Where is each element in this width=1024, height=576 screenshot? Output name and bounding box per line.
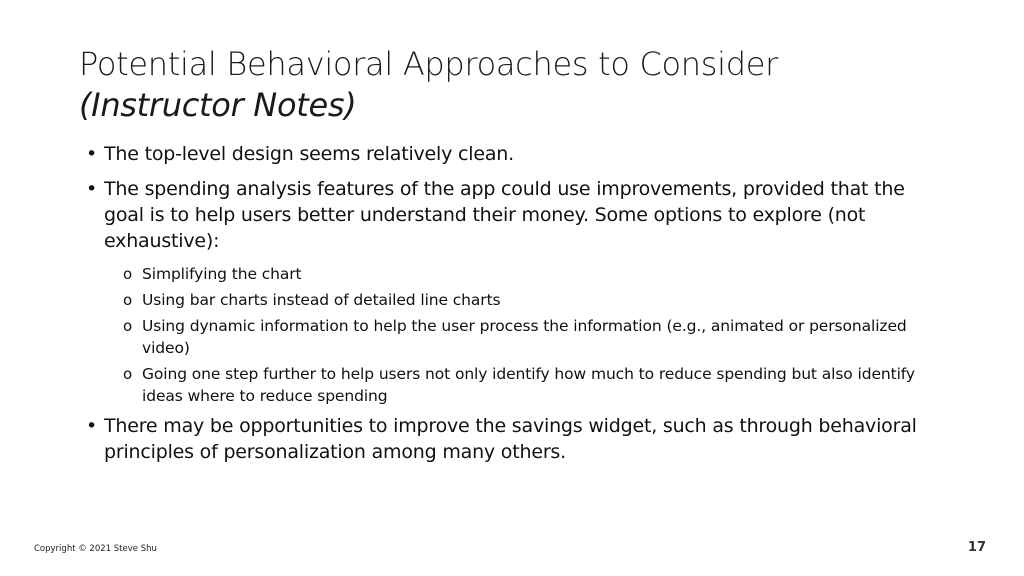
sub-bullet-item xyxy=(86,363,946,407)
copyright-notice: Copyright © 2021 Steve Shu xyxy=(34,544,157,554)
sub-bullet-marker: o xyxy=(123,317,133,335)
sub-bullet-marker: o xyxy=(123,291,133,309)
bullet-text: The spending analysis features of the app could use improvements, provided that the goal is to help users better understand their money. Some options to explore (not exhaustive): xyxy=(104,178,905,252)
title-subtitle: (Instructor Notes) xyxy=(79,86,357,124)
bullet-marker: • xyxy=(86,178,98,200)
sub-bullet-marker: o xyxy=(123,365,133,383)
sub-bullet-marker: o xyxy=(123,265,133,283)
sub-bullet-text: Going one step further to help users not only identify how much to reduce spending but also identify ideas where to reduce spending xyxy=(142,365,915,405)
bullet-text: The top-level design seems relatively clean. xyxy=(104,143,514,165)
sub-bullet-text: Using bar charts instead of detailed line charts xyxy=(142,291,501,309)
sub-bullet-text: Simplifying the chart xyxy=(142,265,302,283)
sub-bullet-item xyxy=(86,315,946,359)
sub-bullet-item xyxy=(86,263,946,285)
bullet-list xyxy=(86,141,946,474)
bullet-marker: • xyxy=(86,415,98,437)
bullet-item xyxy=(86,141,946,167)
sub-bullet-item xyxy=(86,289,946,311)
bullet-marker: • xyxy=(86,143,98,165)
slide-title xyxy=(79,44,959,126)
bullet-text: There may be opportunities to improve the savings widget, such as through behavioral principles of personalization among many others. xyxy=(104,415,917,463)
page-number: 17 xyxy=(967,540,986,555)
bullet-item xyxy=(86,413,946,465)
sub-bullet-list xyxy=(86,263,946,407)
sub-bullet-text: Using dynamic information to help the user process the information (e.g., animated or personalized video) xyxy=(142,317,907,357)
bullet-item xyxy=(86,176,946,254)
title-main: Potential Behavioral Approaches to Consider xyxy=(79,45,779,83)
